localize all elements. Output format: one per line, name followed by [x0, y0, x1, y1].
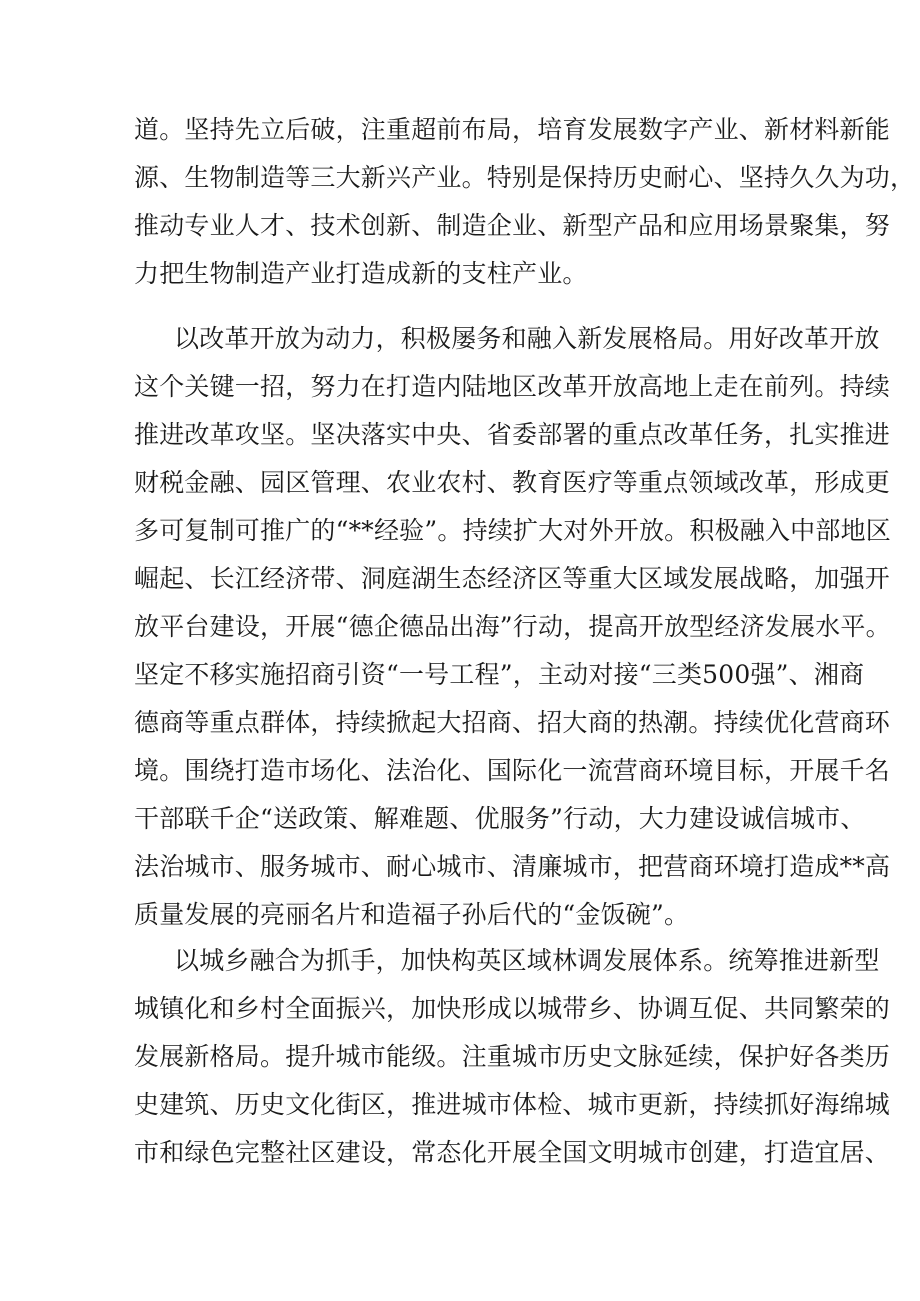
- text-line: 道。坚持先立后破，注重超前布局，培育发展数字产业、新材料新能: [134, 115, 891, 144]
- text-line: 市和绿色完整社区建设，常态化开展全国文明城市创建，打造宜居、: [134, 1138, 891, 1167]
- text-line: 力把生物制造产业打造成新的支柱产业。: [134, 259, 588, 288]
- text-line: 德商等重点群体，持续掀起大招商、招大商的热潮。持续优化营商环: [134, 708, 891, 737]
- text-line: 推动专业人才、技术创新、制造企业、新型产品和应用场景聚集，努: [134, 211, 891, 240]
- text-line: 法治城市、服务城市、耐心城市、清廉城市，把营商环境打造成**高: [134, 852, 891, 881]
- text-line: 推进改革攻坚。坚决落实中央、省委部署的重点改革任务，扎实推进: [134, 420, 891, 449]
- text-line: 以城乡融合为抓手，加快构英区域林调发展体系。统筹推进新型: [174, 946, 880, 975]
- text-line: 这个关键一招，努力在打造内陆地区改革开放高地上走在前列。持续: [134, 372, 891, 401]
- text-line: 坚定不移实施招商引资“一号工程”，主动对接“三类500强”、湘商: [134, 660, 865, 689]
- text-line: 财税金融、园区管理、农业农村、教育医疗等重点领域改革，形成更: [134, 468, 891, 497]
- text-line: 放平台建设，开展“德企德品出海”行动，提高开放型经济发展水平。: [134, 612, 891, 641]
- text-line: 质量发展的亮丽名片和造福子孙后代的“金饭碗”。: [134, 900, 690, 929]
- text-line: 发展新格局。提升城市能级。注重城市历史文脉延续，保护好各类历: [134, 1042, 891, 1071]
- text-line: 崛起、长江经济带、洞庭湖生态经济区等重大区域发展战略，加强开: [134, 564, 891, 593]
- text-line: 史建筑、历史文化街区，推进城市体检、城市更新，持续抓好海绵城: [134, 1090, 891, 1119]
- paragraph-urban-rural: [134, 937, 891, 1177]
- text-line: 以改革开放为动力，积极屡务和融入新发展格局。用好改革开放: [174, 324, 880, 353]
- text-line: 多可复制可推广的“**经验”。持续扩大对外开放。积极融入中部地区: [134, 516, 891, 545]
- paragraph-emerging-industries: [134, 106, 916, 298]
- text-line: 城镇化和乡村全面振兴，加快形成以城带乡、协调互促、共同繁荣的: [134, 994, 891, 1023]
- paragraph-reform-opening: [134, 315, 891, 939]
- text-line: 境。围绕打造市场化、法治化、国际化一流营商环境目标，开展千名: [134, 756, 891, 785]
- text-line: 干部联千企“送政策、解难题、优服务”行动，大力建设诚信城市、: [134, 804, 866, 833]
- text-line: 源、生物制造等三大新兴产业。特别是保持历史耐心、坚持久久为功，: [134, 163, 916, 192]
